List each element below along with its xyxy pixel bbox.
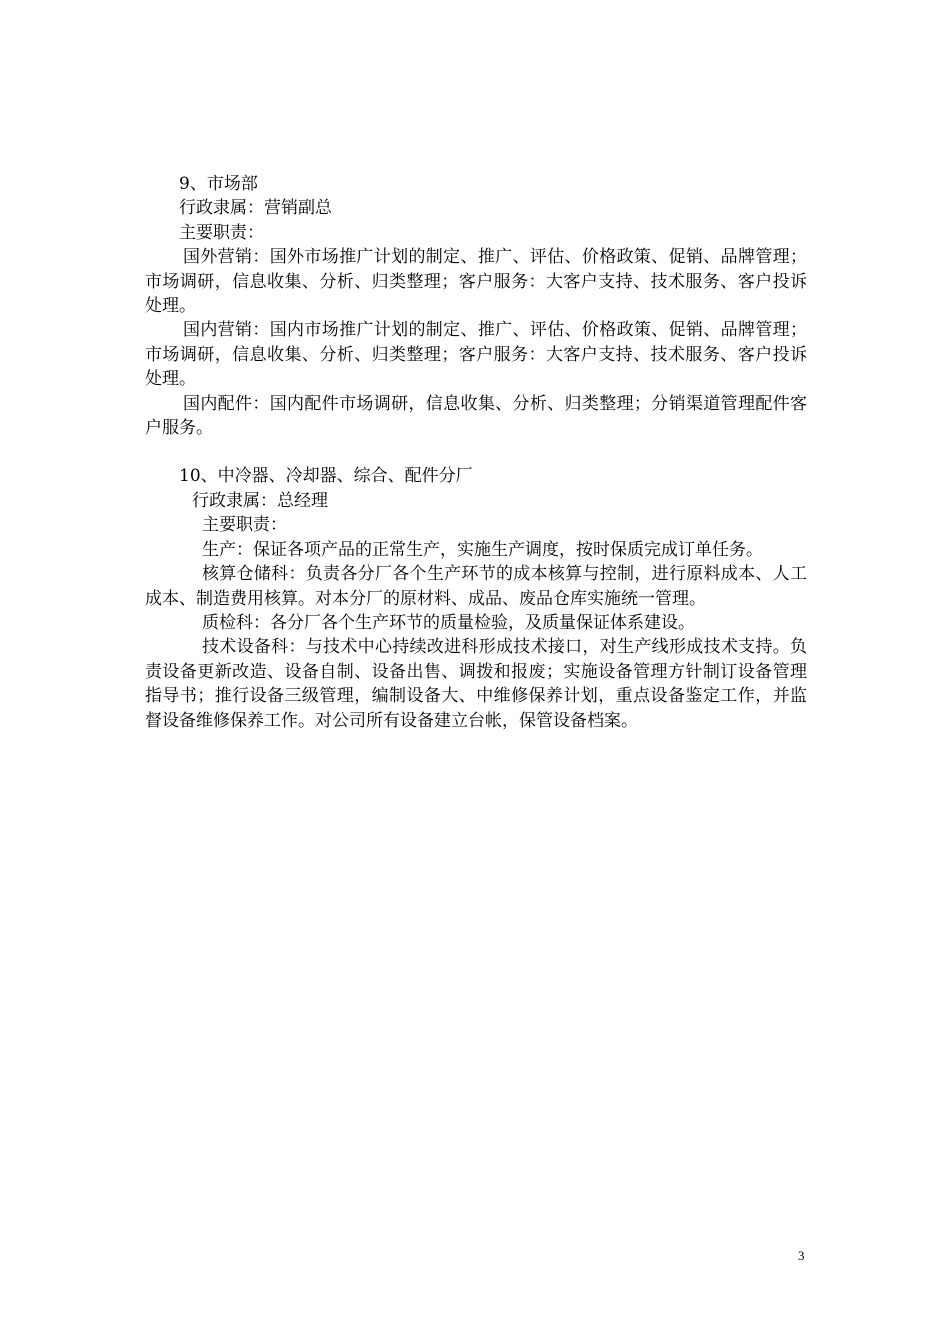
section-10-accounting-storage: 核算仓储科：负责各分厂各个生产环节的成本核算与控制，进行原料成本、人工成本、制造费用核算。对本分厂的原材料、成品、废品仓库实施统一管理。 <box>145 564 807 609</box>
section-9-domestic-marketing: 国内营销：国内市场推广计划的制定、推广、评估、价格政策、促销、品牌管理；市场调研，信息收集、分析、归类整理；客户服务：大客户支持、技术服务、客户投诉处理。 <box>145 320 807 390</box>
section-10-technical-equipment: 技术设备科：与技术中心持续改进科形成技术接口，对生产线形成技术支持。负责设备更新改造、设备自制、设备出售、调拨和报废；实施设备管理方针制订设备管理指导书；推行设备三级管理，编制设备大、中维修保养计划，重点设备鉴定工作，并监督设备维修保养工作。对公司所有设备建立台帐，保管设备档案。 <box>145 637 807 731</box>
section-10-duties-label: 主要职责： <box>202 515 287 536</box>
section-spacer <box>145 440 807 464</box>
section-9-domestic-parts: 国内配件：国内配件市场调研，信息收集、分析、归类整理；分销渠道管理配件客户服务。 <box>145 393 807 439</box>
section-9-heading: 9、市场部 <box>179 174 258 194</box>
section-10-quality-inspection: 质检科：各分厂各个生产环节的质量检验，及质量保证体系建设。 <box>202 612 695 633</box>
section-9-foreign-marketing: 国外营销：国外市场推广计划的制定、推广、评估、价格政策、促销、品牌管理；市场调研，信息收集、分析、归类整理；客户服务：大客户支持、技术服务、客户投诉处理。 <box>145 247 807 317</box>
section-10-admin: 行政隶属：总经理 <box>192 490 328 511</box>
section-9-duties-label: 主要职责： <box>179 222 264 243</box>
document-body <box>145 172 807 733</box>
section-10-production: 生产：保证各项产品的正常生产，实施生产调度，按时保质完成订单任务。 <box>202 539 763 560</box>
section-9-admin: 行政隶属：营销副总 <box>179 198 332 219</box>
page-number: 3 <box>798 1248 805 1263</box>
section-10-heading: 10、中冷器、冷却器、综合、配件分厂 <box>179 466 473 487</box>
